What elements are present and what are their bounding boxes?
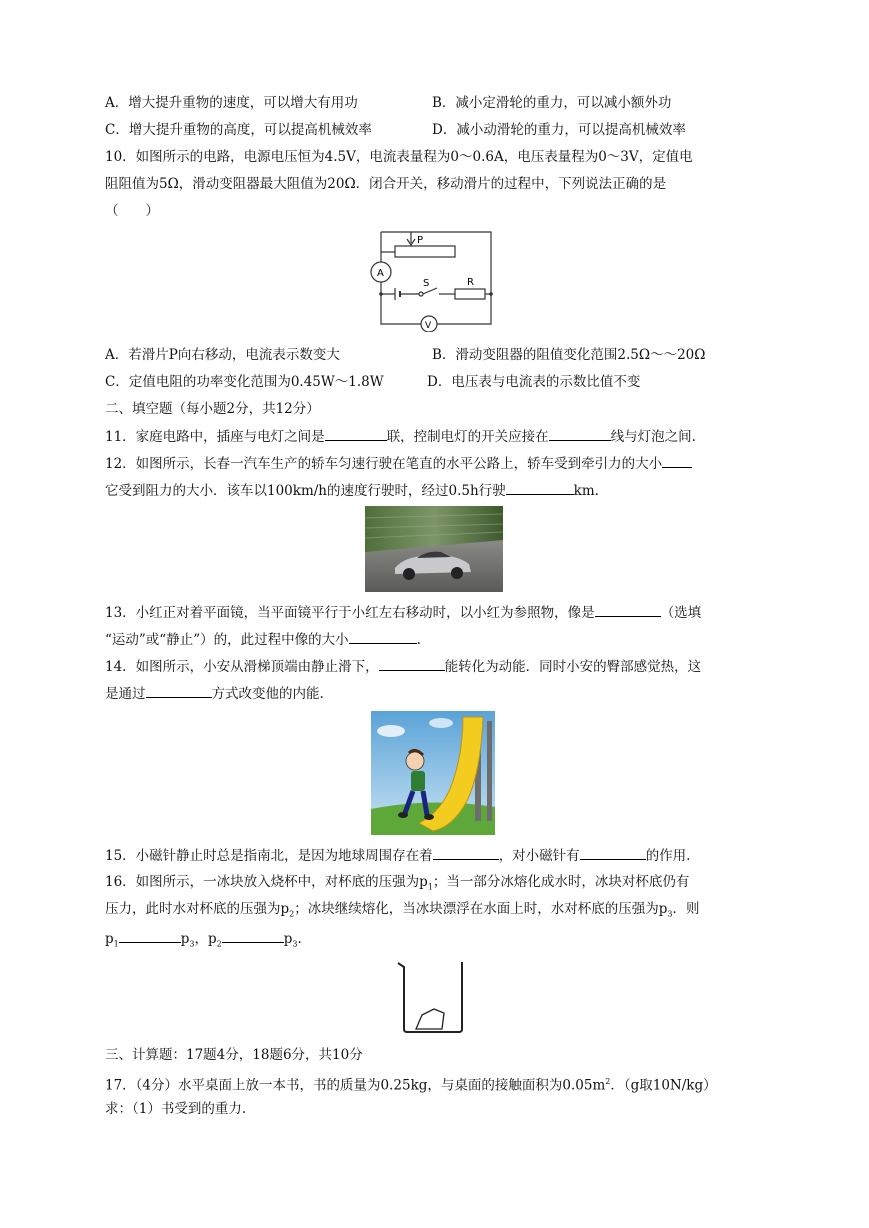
question-14-line2 (105, 683, 324, 704)
answer-blank[interactable] (325, 426, 387, 441)
answer-blank[interactable] (506, 480, 574, 495)
q11-text-3: 线与灯泡之间. (610, 429, 696, 445)
slide-illustration (371, 711, 495, 835)
q13-text-3: “运动”或“静止”）的，此过程中像的大小 (105, 632, 349, 648)
answer-blank[interactable] (222, 928, 284, 943)
answer-blank[interactable] (349, 629, 417, 644)
q16-p: ，p (194, 931, 217, 947)
answer-blank[interactable] (580, 845, 646, 860)
question-16-line2 (105, 899, 700, 925)
question-16-line3 (105, 928, 302, 955)
question-16-line1 (105, 872, 689, 898)
subscript: 3 (189, 939, 195, 949)
q16-text-5: ．则 (672, 901, 700, 917)
q16-text-1: 16．如图所示，一冰块放入烧杯中，对杯底的压强为p (105, 874, 428, 890)
option-10a: A．若滑片P向右移动，电流表示数变大 (105, 347, 340, 363)
q16-text-4: ；冰块继续熔化，当冰块漂浮在水面上时，水对杯底的压强为p (294, 901, 668, 917)
q15-text-1: 15．小磁针静止时总是指南北，是因为地球周围存在着 (105, 848, 433, 864)
car-photo (365, 506, 503, 592)
option-10c: C．定值电阻的功率变化范围为0.45W～1.8W (105, 374, 384, 390)
answer-blank[interactable] (146, 683, 212, 698)
section-2-heading: 二、填空题（每小题2分，共12分） (105, 401, 320, 417)
option-10d: D．电压表与电流表的示数比值不变 (427, 374, 641, 390)
subscript: 2 (289, 909, 295, 919)
answer-blank[interactable] (549, 426, 611, 441)
question-17-line1 (105, 1072, 717, 1096)
answer-blank[interactable] (433, 845, 499, 860)
subscript: 1 (113, 939, 119, 949)
subscript: 2 (216, 939, 222, 949)
circuit-diagram (365, 226, 497, 332)
q15-text-2: ，对小磁针有 (498, 848, 580, 864)
subscript: 3 (667, 909, 673, 919)
question-14-line1 (105, 656, 701, 677)
question-10-line3: （ ） (105, 203, 159, 219)
question-13-line2 (105, 629, 421, 650)
q14-text-4: 方式改变他的内能. (211, 686, 324, 702)
q12-text-3: km. (573, 483, 599, 499)
option-10b: B．滑动变阻器的阻值变化范围2.5Ω～～20Ω (432, 347, 706, 363)
question-10-line1: 10．如图所示的电路，电源电压恒为4.5V，电流表量程为0～0.6A，电压表量程为0～3V，定值电 (105, 149, 693, 165)
question-12-line1 (105, 453, 692, 474)
subscript: 3 (292, 939, 298, 949)
question-17-line2: 求：（1）书受到的重力. (105, 1101, 247, 1117)
question-10-line2: 阻阻值为5Ω，滑动变阻器最大阻值为20Ω．闭合开关，移动滑片的过程中，下列说法正确的是 (105, 176, 667, 192)
option-9b: B．减小定滑轮的重力，可以减小额外功 (432, 95, 672, 111)
q15-text-3: 的作用. (645, 848, 691, 864)
q14-text-2: 能转化为动能．同时小安的臀部感觉热，这 (444, 659, 702, 675)
q13-text-1: 13．小红正对着平面镜，当平面镜平行于小红左右移动时，以小红为参照物，像是 (105, 605, 595, 621)
answer-blank[interactable] (379, 656, 445, 671)
option-9a: A．增大提升重物的速度，可以增大有用功 (105, 95, 358, 111)
label-s: S (423, 278, 430, 289)
label-p: P (417, 235, 424, 246)
label-a: A (377, 268, 384, 279)
q16-p: p (105, 931, 114, 947)
question-11 (105, 426, 696, 447)
q13-text-2: （选填 (660, 605, 702, 621)
answer-blank[interactable] (595, 602, 661, 617)
answer-blank[interactable] (662, 453, 692, 468)
q17-text-1: 17．（4分）水平桌面上放一本书，书的质量为0.25kg，与桌面的接触面积为0.05m (105, 1077, 606, 1094)
label-r: R (467, 277, 474, 288)
q16-text-2: ；当一部分冰熔化成水时，冰块对杯底仍有 (432, 874, 690, 890)
q16-p: p (180, 931, 190, 947)
answer-blank[interactable] (119, 928, 181, 943)
q16-end: . (297, 931, 302, 947)
question-13-line1 (105, 602, 701, 623)
beaker-diagram (394, 957, 472, 1035)
question-15 (105, 845, 690, 866)
q16-p: p (283, 931, 293, 947)
q12-text-1: 12．如图所示，长春一汽车生产的轿车匀速行驶在笔直的水平公路上，轿车受到牵引力的大小 (105, 456, 663, 472)
q13-text-4: . (416, 632, 421, 648)
option-9c: C．增大提升重物的高度，可以提高机械效率 (105, 122, 372, 138)
q12-text-2: 它受到阻力的大小．该车以100km/h的速度行驶时，经过0.5h行驶 (105, 483, 506, 499)
superscript: 2 (605, 1077, 611, 1086)
label-v: V (425, 321, 432, 331)
q14-text-3: 是通过 (105, 686, 146, 702)
q14-text-1: 14．如图所示，小安从滑梯顶端由静止滑下， (105, 659, 379, 675)
option-9d: D．减小动滑轮的重力，可以提高机械效率 (432, 122, 686, 138)
q17-text-2: ．（g取10N/kg） (610, 1077, 717, 1094)
q11-text-2: 联，控制电灯的开关应接在 (386, 429, 549, 445)
question-12-line2 (105, 480, 599, 501)
ice-block-icon (416, 1009, 444, 1029)
q11-text-1: 11．家庭电路中，插座与电灯之间是 (105, 429, 325, 445)
section-3-heading: 三、计算题：17题4分，18题6分，共10分 (105, 1047, 363, 1063)
subscript: 1 (427, 882, 433, 892)
q16-text-3: 压力，此时水对杯底的压强为p (105, 901, 290, 917)
